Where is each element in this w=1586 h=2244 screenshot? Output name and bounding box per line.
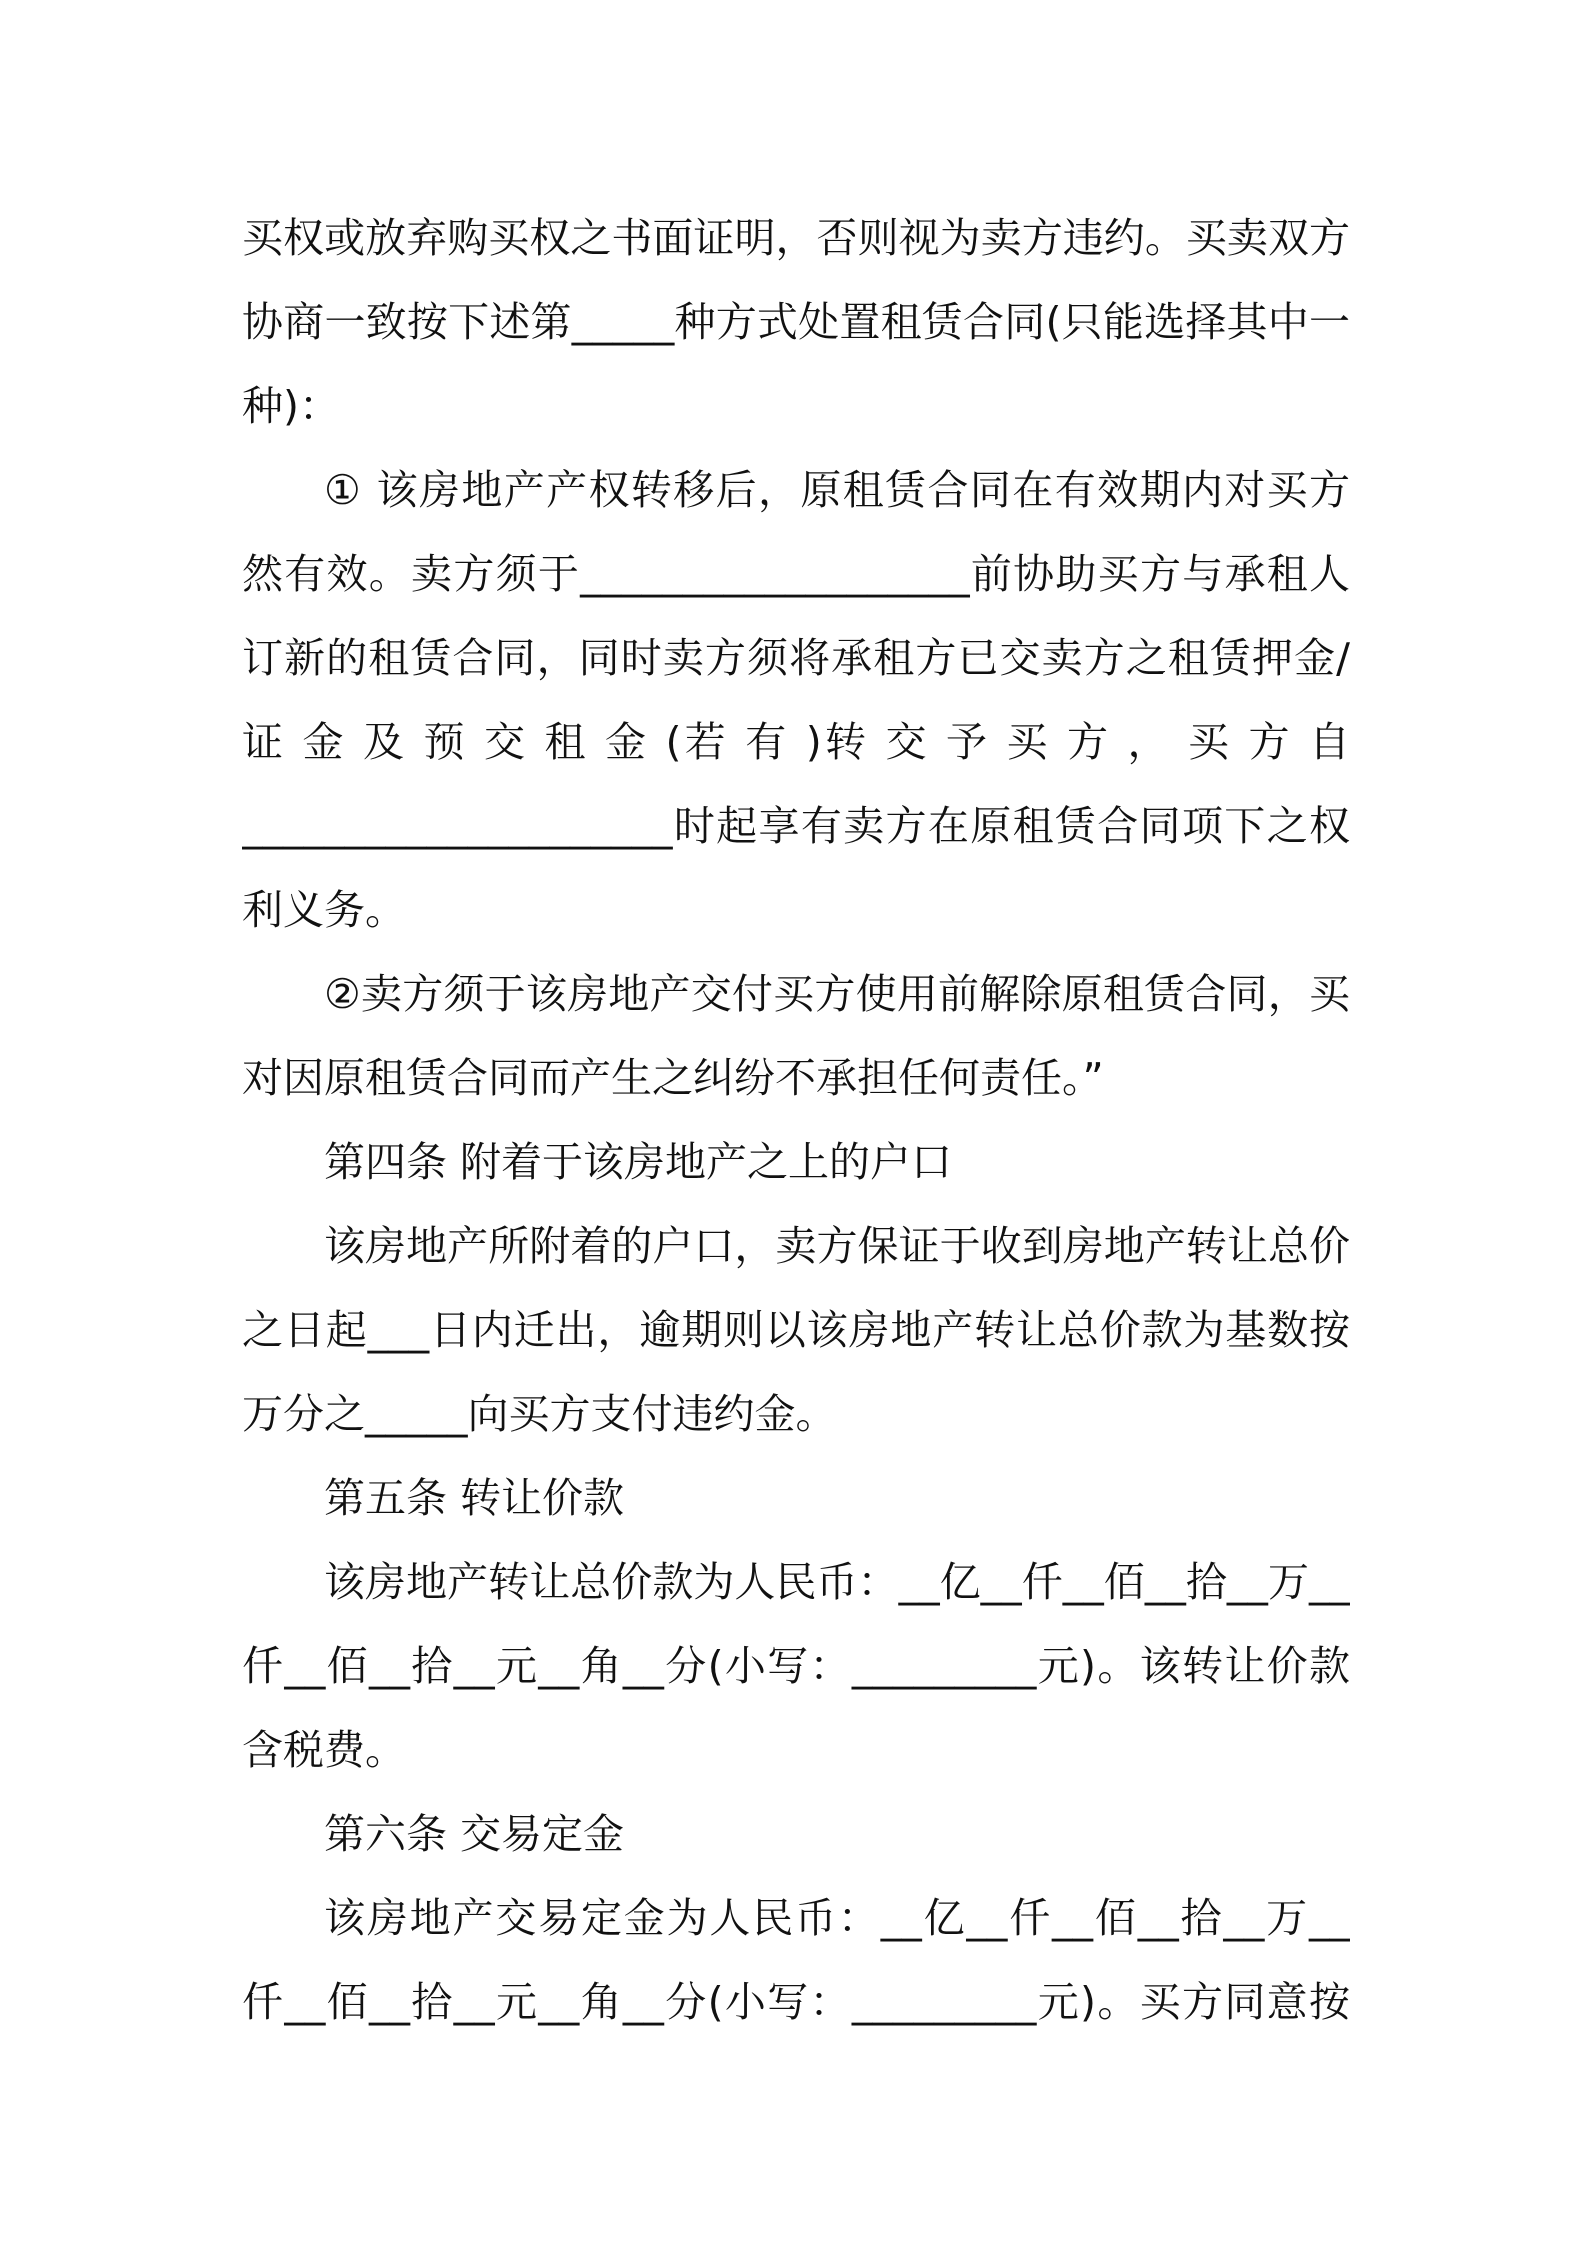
paragraph-line: 该房地产所附着的户口，卖方保证于收到房地产转让总价 — [324, 1222, 1350, 1270]
paragraph-line: 对因原租赁合同而产生之纠纷不承担任何责任。” — [242, 1054, 1104, 1102]
paragraph-line: 仟__佰__拾__元__角__分(小写：_________元)。该转让价款 — [242, 1642, 1350, 1690]
paragraph-line: 该房地产转让总价款为人民币：__亿__仟__佰__拾__万__ — [324, 1558, 1350, 1606]
paragraph-line: _____________________时起享有卖方在原租赁合同项下之权 — [242, 802, 1350, 850]
paragraph-line: 该房地产交易定金为人民币：__亿__仟__佰__拾__万__ — [324, 1894, 1350, 1942]
paragraph-line: 证 金 及 预 交 租 金 (若 有 )转 交 予 买 方 ， 买 方 自 — [242, 718, 1350, 766]
paragraph-line: ① 该房地产产权转移后，原租赁合同在有效期内对买方 — [324, 466, 1350, 514]
paragraph-line: 买权或放弃购买权之书面证明，否则视为卖方违约。买卖双方 — [242, 214, 1350, 262]
paragraph-line: 万分之_____向买方支付违约金。 — [242, 1390, 837, 1438]
paragraph-line: 之日起___日内迁出，逾期则以该房地产转让总价款为基数按 — [242, 1306, 1350, 1354]
document-page — [242, 196, 1350, 2044]
paragraph-line: 订新的租赁合同，同时卖方须将承租方已交卖方之租赁押金/ — [242, 634, 1350, 682]
article-heading: 第四条 附着于该房地产之上的户口 — [324, 1138, 953, 1186]
paragraph-line: 利义务。 — [242, 886, 406, 934]
paragraph-line: 仟__佰__拾__元__角__分(小写：_________元)。买方同意按 — [242, 1978, 1350, 2026]
paragraph-line: 含税费。 — [242, 1726, 406, 1774]
article-heading: 第六条 交易定金 — [324, 1810, 625, 1858]
paragraph-line: 协商一致按下述第_____种方式处置租赁合同(只能选择其中一 — [242, 298, 1350, 346]
paragraph-line: 种)： — [242, 382, 340, 430]
article-heading: 第五条 转让价款 — [324, 1474, 625, 1522]
paragraph-line: ②卖方须于该房地产交付买方使用前解除原租赁合同，买 — [324, 970, 1350, 1018]
paragraph-line: 然有效。卖方须于___________________前协助买方与承租人 — [242, 550, 1350, 598]
